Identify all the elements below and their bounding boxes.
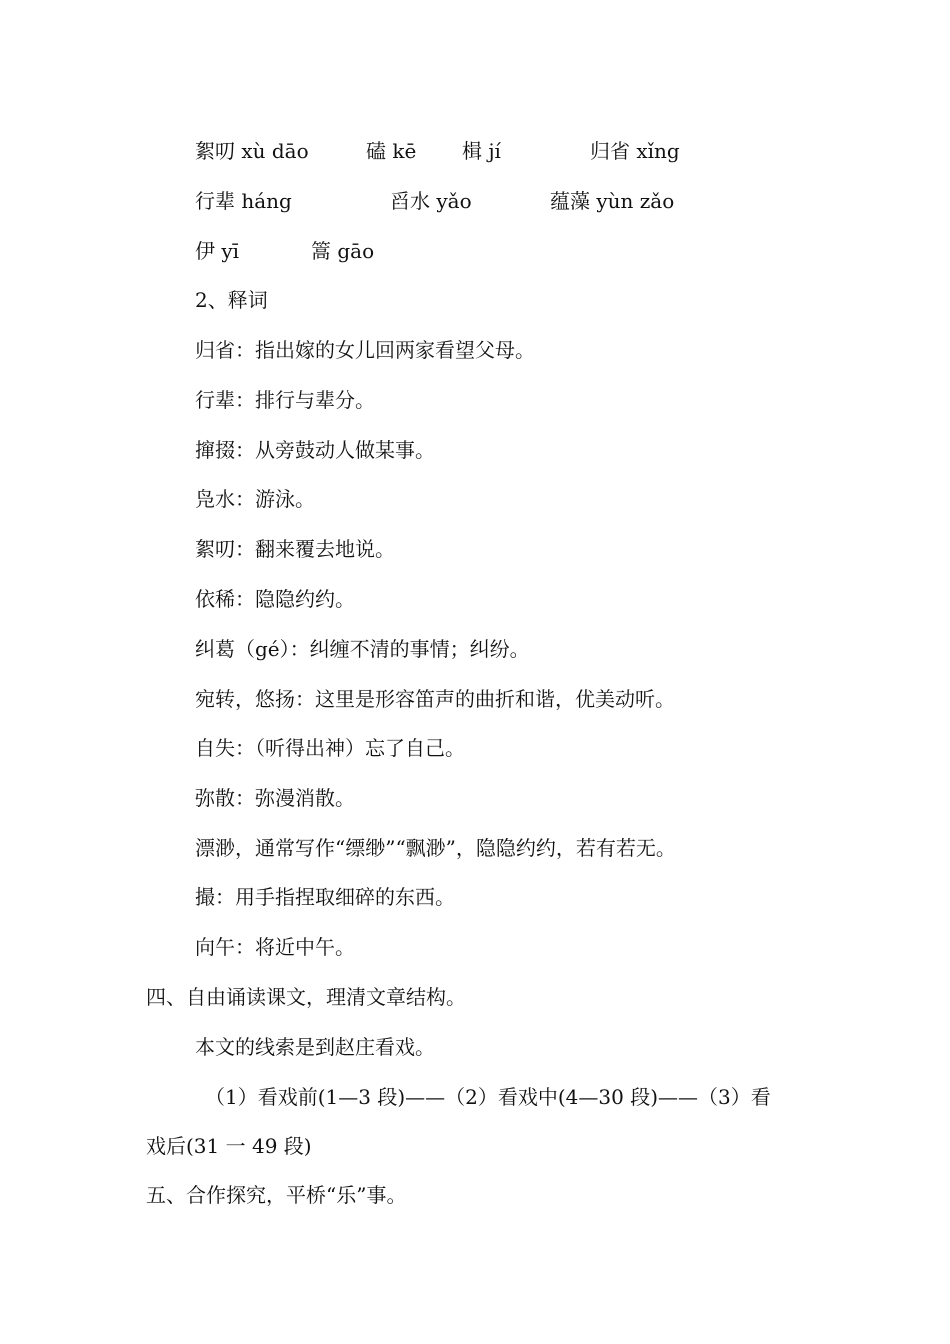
definition-item: 纠葛（gé）：纠缠不清的事情；纠纷。 xyxy=(195,637,530,661)
structure-line: （1）看戏前(1—3 段)——（2）看戏中(4—30 段)——（3）看 xyxy=(205,1085,771,1109)
definition-item: 撺掇：从旁鼓动人做某事。 xyxy=(195,438,435,462)
definition-item: 依稀：隐隐约约。 xyxy=(195,587,355,611)
definition-item: 行辈：排行与辈分。 xyxy=(195,388,375,412)
definition-item: 向午：将近中午。 xyxy=(195,935,355,959)
pronunciation-item: 篙 gāo xyxy=(311,239,375,263)
definition-item: 宛转，悠扬：这里是形容笛声的曲折和谐，优美动听。 xyxy=(195,687,675,711)
section-heading: 2、释词 xyxy=(195,288,268,312)
section-heading: 五、合作探究，平桥“乐”事。 xyxy=(146,1183,407,1207)
definition-item: 撮：用手指捏取细碎的东西。 xyxy=(195,885,455,909)
pronunciation-item: 舀水 yǎo xyxy=(390,189,472,213)
pronunciation-item: 磕 kē xyxy=(366,139,417,163)
section-heading: 四、自由诵读课文，理清文章结构。 xyxy=(146,985,466,1009)
definition-item: 自失：（听得出神）忘了自己。 xyxy=(195,736,465,760)
pronunciation-item: 伊 yī xyxy=(195,239,240,263)
definition-item: 絮叨：翻来覆去地说。 xyxy=(195,537,395,561)
definition-item: 归省：指出嫁的女儿回两家看望父母。 xyxy=(195,338,535,362)
definition-item: 凫水：游泳。 xyxy=(195,487,315,511)
definition-item: 弥散：弥漫消散。 xyxy=(195,786,355,810)
structure-line: 戏后(31 一 49 段) xyxy=(146,1134,312,1158)
pronunciation-item: 楫 jí xyxy=(462,139,501,163)
definition-item: 漂渺，通常写作“缥缈”“飘渺”，隐隐约约，若有若无。 xyxy=(195,836,676,860)
pronunciation-item: 归省 xǐng xyxy=(590,139,680,163)
pronunciation-item: 蕴藻 yùn zǎo xyxy=(550,189,675,213)
clue-text: 本文的线索是到赵庄看戏。 xyxy=(195,1035,435,1059)
pronunciation-item: 絮叨 xù dāo xyxy=(195,139,309,163)
pronunciation-item: 行辈 háng xyxy=(195,189,292,213)
